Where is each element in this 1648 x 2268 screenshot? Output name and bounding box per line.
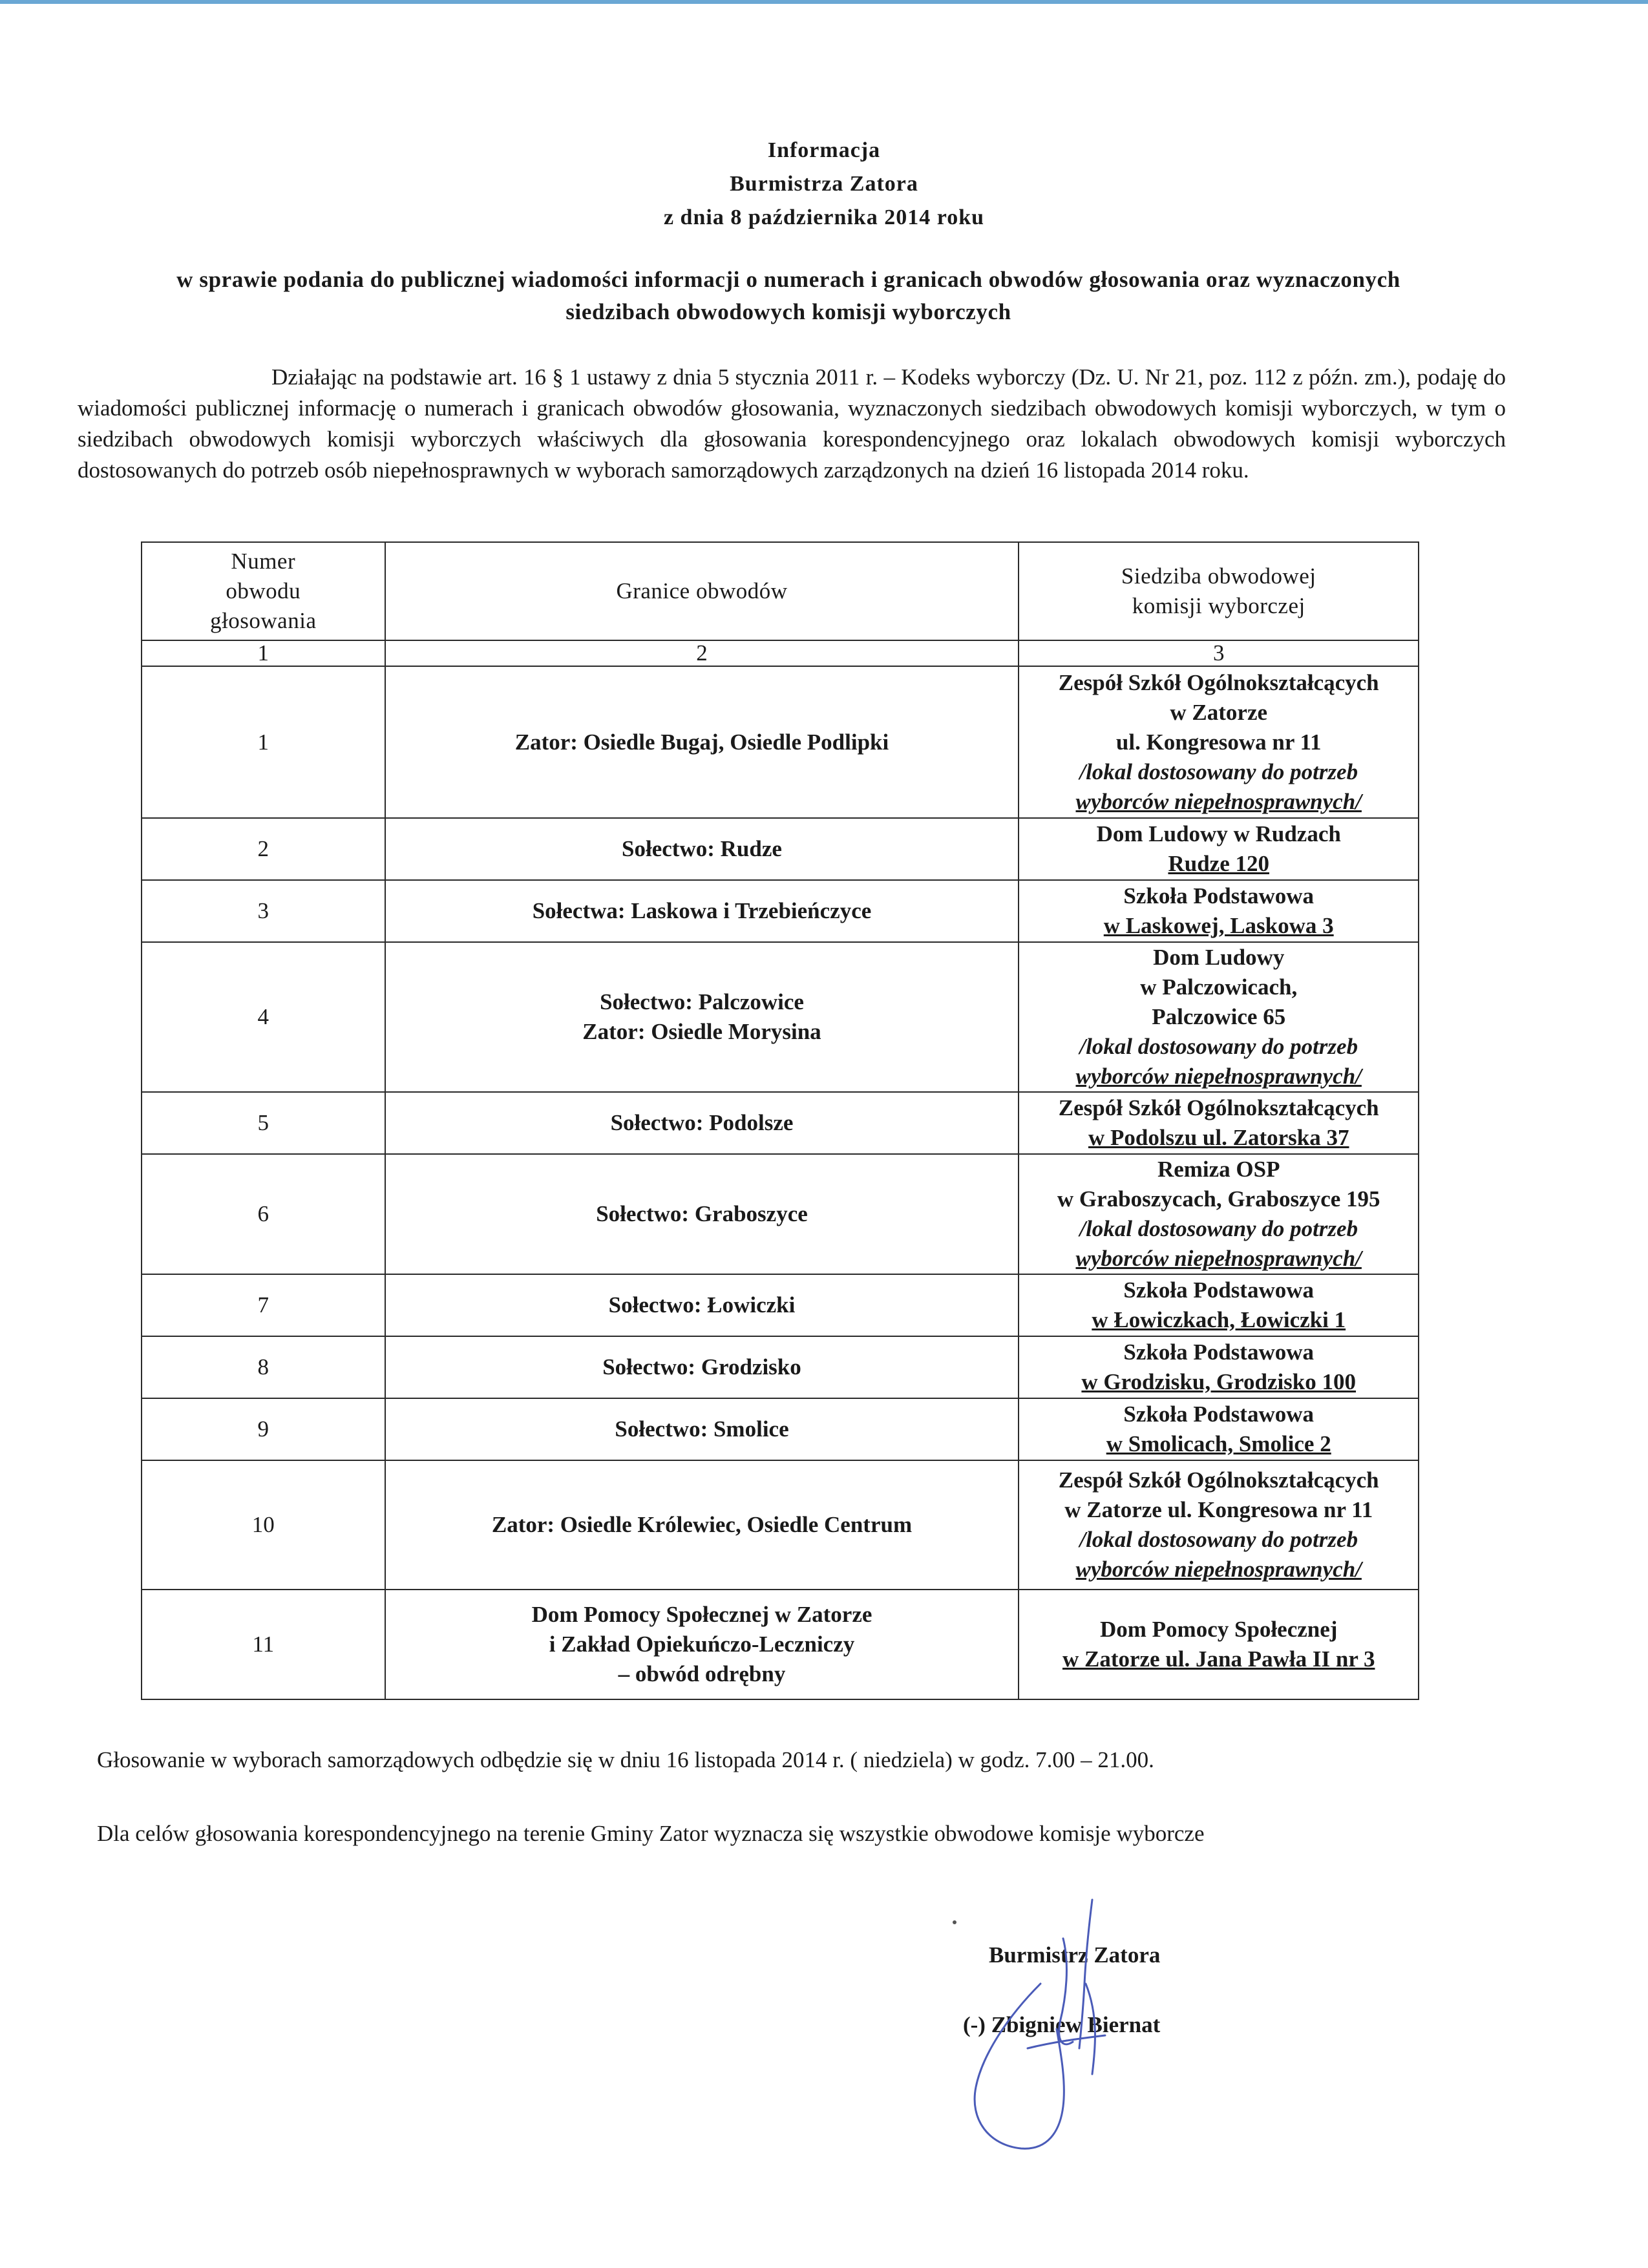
boundary-line: Sołectwo: Graboszyce xyxy=(596,1201,808,1226)
commission-seat xyxy=(1019,942,1419,1092)
district-number: 2 xyxy=(142,818,385,880)
commission-seat xyxy=(1019,1092,1419,1154)
seat-line: w Graboszycach, Graboszyce 195 xyxy=(1057,1186,1380,1212)
table-row xyxy=(142,1460,1419,1590)
table-row xyxy=(142,880,1419,942)
district-number: 7 xyxy=(142,1274,385,1336)
table-row xyxy=(142,1154,1419,1274)
boundary-line: Sołectwo: Smolice xyxy=(615,1416,789,1442)
commission-seat xyxy=(1019,880,1419,942)
accessibility-note: /lokal dostosowany do potrzeb xyxy=(1079,1527,1358,1552)
seat-line: w Podolszu ul. Zatorska 37 xyxy=(1088,1125,1349,1150)
boundary-line: – obwód odrębny xyxy=(618,1661,786,1686)
subject-line: siedzibach obwodowych komisji wyborczych xyxy=(565,299,1011,324)
seat-line: Zespół Szkół Ogólnokształcących xyxy=(1058,1095,1379,1120)
accessibility-note: wyborców niepełnosprawnych/ xyxy=(1075,1246,1362,1271)
accessibility-note: wyborców niepełnosprawnych/ xyxy=(1075,788,1362,814)
district-boundaries xyxy=(385,1092,1019,1154)
boundary-line: Sołectwo: Rudze xyxy=(622,836,782,861)
district-boundaries xyxy=(385,1274,1019,1336)
district-boundaries xyxy=(385,818,1019,880)
accessibility-note: wyborców niepełnosprawnych/ xyxy=(1075,1064,1362,1089)
accessibility-note: /lokal dostosowany do potrzeb xyxy=(1079,1216,1358,1241)
table-row xyxy=(142,818,1419,880)
district-boundaries xyxy=(385,666,1019,818)
district-number: 4 xyxy=(142,942,385,1092)
district-number: 9 xyxy=(142,1398,385,1460)
table-header-row xyxy=(142,542,1419,640)
table-row xyxy=(142,1092,1419,1154)
header-boundaries: Granice obwodów xyxy=(385,542,1019,640)
table-row xyxy=(142,1590,1419,1699)
seat-line: w Zatorze xyxy=(1170,699,1268,725)
boundary-line: Sołectwo: Palczowice xyxy=(600,989,804,1014)
seat-line: Dom Ludowy w Rudzach xyxy=(1096,821,1341,846)
table-row xyxy=(142,666,1419,818)
doc-issuer: Burmistrza Zatora xyxy=(730,172,918,196)
district-number: 5 xyxy=(142,1092,385,1154)
seat-line: w Łowiczkach, Łowiczki 1 xyxy=(1092,1307,1346,1332)
boundary-line: Zator: Osiedle Bugaj, Osiedle Podlipki xyxy=(514,729,889,755)
seat-line: Zespół Szkół Ogólnokształcących xyxy=(1058,1467,1379,1493)
district-boundaries xyxy=(385,1336,1019,1398)
commission-seat xyxy=(1019,1398,1419,1460)
table-row xyxy=(142,1398,1419,1460)
district-number: 8 xyxy=(142,1336,385,1398)
boundary-line: Zator: Osiedle Królewiec, Osiedle Centrum xyxy=(491,1512,913,1537)
seat-line: Remiza OSP xyxy=(1157,1157,1280,1182)
districts-table xyxy=(141,541,1419,1700)
boundary-line: Sołectwa: Laskowa i Trzebieńczyce xyxy=(532,898,872,923)
district-boundaries xyxy=(385,942,1019,1092)
seat-line: Szkoła Podstawowa xyxy=(1123,1339,1315,1365)
accessibility-note: /lokal dostosowany do potrzeb xyxy=(1079,1034,1358,1059)
doc-subject xyxy=(78,264,1499,328)
signatory-title: Burmistrz Zatora xyxy=(989,1942,1161,1968)
subject-line: w sprawie podania do publicznej wiadomości informacji o numerach i granicach obwodów głosowania oraz wyznaczonych xyxy=(176,267,1400,292)
doc-date: z dnia 8 października 2014 roku xyxy=(663,205,985,229)
seat-line: ul. Kongresowa nr 11 xyxy=(1115,729,1322,755)
seat-line: Dom Ludowy xyxy=(1153,945,1285,970)
seat-line: Dom Pomocy Społecznej xyxy=(1100,1617,1338,1642)
commission-seat xyxy=(1019,1274,1419,1336)
doc-title: Informacja xyxy=(767,138,881,162)
commission-seat xyxy=(1019,1590,1419,1699)
accessibility-note: /lokal dostosowany do potrzeb xyxy=(1079,759,1358,784)
seat-line: Szkoła Podstawowa xyxy=(1123,1402,1315,1427)
district-number: 1 xyxy=(142,666,385,818)
seat-line: Zespół Szkół Ogólnokształcących xyxy=(1058,669,1379,695)
boundary-line: Sołectwo: Grodzisko xyxy=(602,1354,801,1380)
commission-seat xyxy=(1019,1460,1419,1590)
commission-seat xyxy=(1019,1154,1419,1274)
commission-seat xyxy=(1019,1336,1419,1398)
seat-line: w Smolicach, Smolice 2 xyxy=(1106,1431,1331,1456)
correspondence-voting-note: Dla celów głosowania korespondencyjnego na terenie Gminy Zator wyznacza się wszystkie obwodowe komisje wyborcze xyxy=(97,1821,1205,1846)
seat-line: w Laskowej, Laskowa 3 xyxy=(1103,913,1334,938)
boundary-line: Sołectwo: Podolsze xyxy=(610,1110,794,1135)
accessibility-note: wyborców niepełnosprawnych/ xyxy=(1075,1557,1362,1582)
header-seat: Siedziba obwodowej komisji wyborczej xyxy=(1019,542,1419,640)
district-boundaries xyxy=(385,1460,1019,1590)
table-row xyxy=(142,1336,1419,1398)
district-number: 6 xyxy=(142,1154,385,1274)
seat-line: Rudze 120 xyxy=(1168,851,1269,876)
header-district-number: Numer obwodu głosowania xyxy=(142,542,385,640)
commission-seat xyxy=(1019,818,1419,880)
signatory-name: (-) Zbigniew Biernat xyxy=(963,2012,1161,2037)
seat-line: Szkoła Podstawowa xyxy=(1123,1277,1315,1303)
table-row xyxy=(142,1274,1419,1336)
seat-line: w Palczowicach, xyxy=(1140,974,1298,1000)
column-number: 1 xyxy=(142,640,385,666)
handwritten-signature-icon xyxy=(931,1887,1228,2152)
district-number: 3 xyxy=(142,880,385,942)
district-boundaries xyxy=(385,1590,1019,1699)
district-number: 10 xyxy=(142,1460,385,1590)
district-number: 11 xyxy=(142,1590,385,1699)
district-boundaries xyxy=(385,880,1019,942)
column-number: 2 xyxy=(385,640,1019,666)
intro-paragraph: Działając na podstawie art. 16 § 1 ustawy z dnia 5 stycznia 2011 r. – Kodeks wyborczy (Dz. U. Nr 21, poz. 112 z późn. zm.), podaję do wiadomości publicznej informację o numerach i granicach obwodów głosowania, wyznaczonych siedzibach obwodowych komisji wyborczych, w tym o siedzibach obwodowych komisji wyborczych właściwych dla głosowania korespondencyjnego oraz lokalach obwodowych komisji wyborczych dostosowanych do potrzeb osób niepełnosprawnych w wyborach samorządowych zarządzonych na dzień 16 listopada 2014 roku. xyxy=(78,364,1506,483)
table-row xyxy=(142,942,1419,1092)
column-number: 3 xyxy=(1019,640,1419,666)
seat-line: w Zatorze ul. Jana Pawła II nr 3 xyxy=(1062,1646,1375,1672)
seat-line: Szkoła Podstawowa xyxy=(1123,883,1315,908)
boundary-line: i Zakład Opiekuńczo-Leczniczy xyxy=(549,1632,855,1657)
commission-seat xyxy=(1019,666,1419,818)
boundary-line: Sołectwo: Łowiczki xyxy=(608,1292,796,1318)
seat-line: Palczowice 65 xyxy=(1152,1004,1286,1029)
voting-hours-note: Głosowanie w wyborach samorządowych odbędzie się w dniu 16 listopada 2014 r. ( niedziela) w godz. 7.00 – 21.00. xyxy=(97,1747,1154,1772)
boundary-line: Zator: Osiedle Morysina xyxy=(582,1019,821,1044)
district-boundaries xyxy=(385,1154,1019,1274)
seat-line: w Zatorze ul. Kongresowa nr 11 xyxy=(1064,1497,1373,1522)
district-boundaries xyxy=(385,1398,1019,1460)
seat-line: w Grodzisku, Grodzisko 100 xyxy=(1081,1369,1357,1394)
boundary-line: Dom Pomocy Społecznej w Zatorze xyxy=(531,1602,872,1627)
column-number-row xyxy=(142,640,1419,666)
